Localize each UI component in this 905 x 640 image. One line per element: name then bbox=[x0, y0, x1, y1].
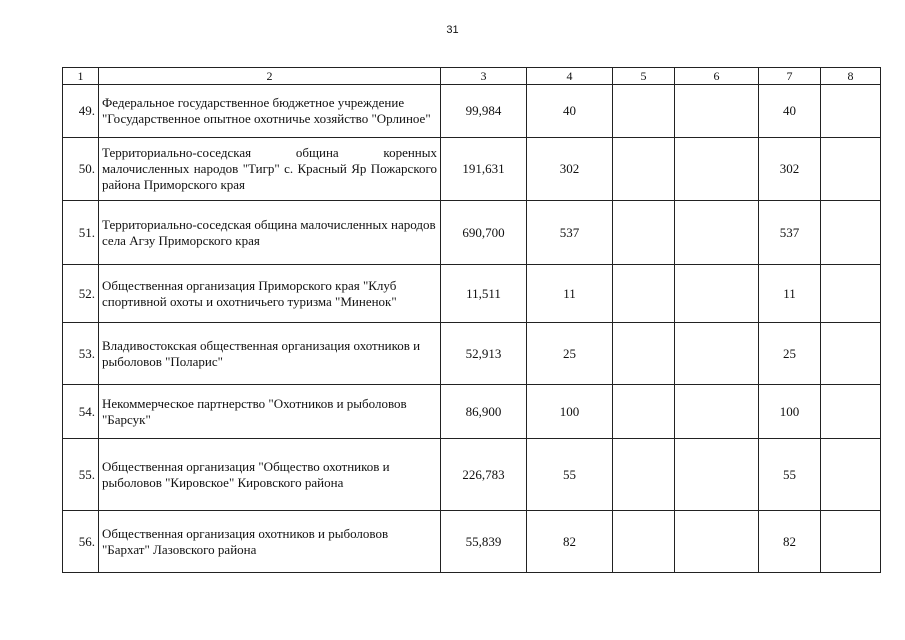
row-number: 56. bbox=[63, 511, 99, 573]
cell-col-4: 25 bbox=[527, 323, 613, 385]
table-row bbox=[63, 201, 881, 265]
row-number: 50. bbox=[63, 138, 99, 201]
cell-col-4: 537 bbox=[527, 201, 613, 265]
cell-col-8 bbox=[821, 201, 881, 265]
cell-col-4: 11 bbox=[527, 265, 613, 323]
cell-col-5 bbox=[613, 201, 675, 265]
column-header: 8 bbox=[821, 68, 881, 85]
table-row bbox=[63, 85, 881, 138]
cell-col-4: 100 bbox=[527, 385, 613, 439]
row-number: 52. bbox=[63, 265, 99, 323]
row-number: 55. bbox=[63, 439, 99, 511]
organization-name: Некоммерческое партнерство "Охотников и рыболовов "Барсук" bbox=[99, 385, 441, 439]
cell-col-4: 55 bbox=[527, 439, 613, 511]
cell-col-5 bbox=[613, 439, 675, 511]
column-header: 5 bbox=[613, 68, 675, 85]
cell-col-7: 537 bbox=[759, 201, 821, 265]
organization-name: Территориально-соседская община коренных малочисленных народов "Тигр" с. Красный Яр Пожарского района Приморского края bbox=[99, 138, 441, 201]
column-header: 1 bbox=[63, 68, 99, 85]
cell-col-7: 55 bbox=[759, 439, 821, 511]
cell-col-3: 690,700 bbox=[441, 201, 527, 265]
cell-col-3: 86,900 bbox=[441, 385, 527, 439]
cell-col-6 bbox=[675, 265, 759, 323]
table-row bbox=[63, 138, 881, 201]
cell-col-6 bbox=[675, 85, 759, 138]
document-table bbox=[62, 67, 881, 573]
table-header-row bbox=[63, 68, 881, 85]
cell-col-8 bbox=[821, 385, 881, 439]
cell-col-4: 40 bbox=[527, 85, 613, 138]
organization-name: Владивостокская общественная организация охотников и рыболовов "Поларис" bbox=[99, 323, 441, 385]
column-header: 7 bbox=[759, 68, 821, 85]
cell-col-7: 40 bbox=[759, 85, 821, 138]
cell-col-8 bbox=[821, 323, 881, 385]
cell-col-5 bbox=[613, 138, 675, 201]
cell-col-6 bbox=[675, 385, 759, 439]
cell-col-5 bbox=[613, 511, 675, 573]
cell-col-8 bbox=[821, 85, 881, 138]
organization-name: Территориально-соседская община малочисленных народов села Агзу Приморского края bbox=[99, 201, 441, 265]
table-row bbox=[63, 385, 881, 439]
cell-col-8 bbox=[821, 138, 881, 201]
row-number: 49. bbox=[63, 85, 99, 138]
row-number: 51. bbox=[63, 201, 99, 265]
cell-col-4: 82 bbox=[527, 511, 613, 573]
column-header: 4 bbox=[527, 68, 613, 85]
cell-col-3: 191,631 bbox=[441, 138, 527, 201]
cell-col-8 bbox=[821, 265, 881, 323]
cell-col-3: 55,839 bbox=[441, 511, 527, 573]
cell-col-5 bbox=[613, 85, 675, 138]
organization-name: Федеральное государственное бюджетное учреждение "Государственное опытное охотничье хозяйство "Орлиное" bbox=[99, 85, 441, 138]
cell-col-6 bbox=[675, 201, 759, 265]
cell-col-3: 99,984 bbox=[441, 85, 527, 138]
organization-name: Общественная организация охотников и рыболовов "Бархат" Лазовского района bbox=[99, 511, 441, 573]
cell-col-5 bbox=[613, 265, 675, 323]
organization-name: Общественная организация "Общество охотников и рыболовов "Кировское" Кировского района bbox=[99, 439, 441, 511]
column-header: 3 bbox=[441, 68, 527, 85]
page-number: 31 bbox=[446, 24, 459, 36]
column-header: 6 bbox=[675, 68, 759, 85]
cell-col-3: 52,913 bbox=[441, 323, 527, 385]
table-row bbox=[63, 511, 881, 573]
cell-col-4: 302 bbox=[527, 138, 613, 201]
row-number: 53. bbox=[63, 323, 99, 385]
cell-col-6 bbox=[675, 138, 759, 201]
cell-col-6 bbox=[675, 323, 759, 385]
cell-col-5 bbox=[613, 385, 675, 439]
column-header: 2 bbox=[99, 68, 441, 85]
cell-col-3: 226,783 bbox=[441, 439, 527, 511]
table-row bbox=[63, 265, 881, 323]
cell-col-8 bbox=[821, 511, 881, 573]
cell-col-6 bbox=[675, 511, 759, 573]
cell-col-7: 82 bbox=[759, 511, 821, 573]
cell-col-5 bbox=[613, 323, 675, 385]
cell-col-7: 100 bbox=[759, 385, 821, 439]
cell-col-7: 11 bbox=[759, 265, 821, 323]
cell-col-6 bbox=[675, 439, 759, 511]
cell-col-3: 11,511 bbox=[441, 265, 527, 323]
cell-col-7: 302 bbox=[759, 138, 821, 201]
table-row bbox=[63, 439, 881, 511]
cell-col-8 bbox=[821, 439, 881, 511]
row-number: 54. bbox=[63, 385, 99, 439]
organization-name: Общественная организация Приморского края "Клуб спортивной охоты и охотничьего туризма "Миненок" bbox=[99, 265, 441, 323]
cell-col-7: 25 bbox=[759, 323, 821, 385]
table-row bbox=[63, 323, 881, 385]
